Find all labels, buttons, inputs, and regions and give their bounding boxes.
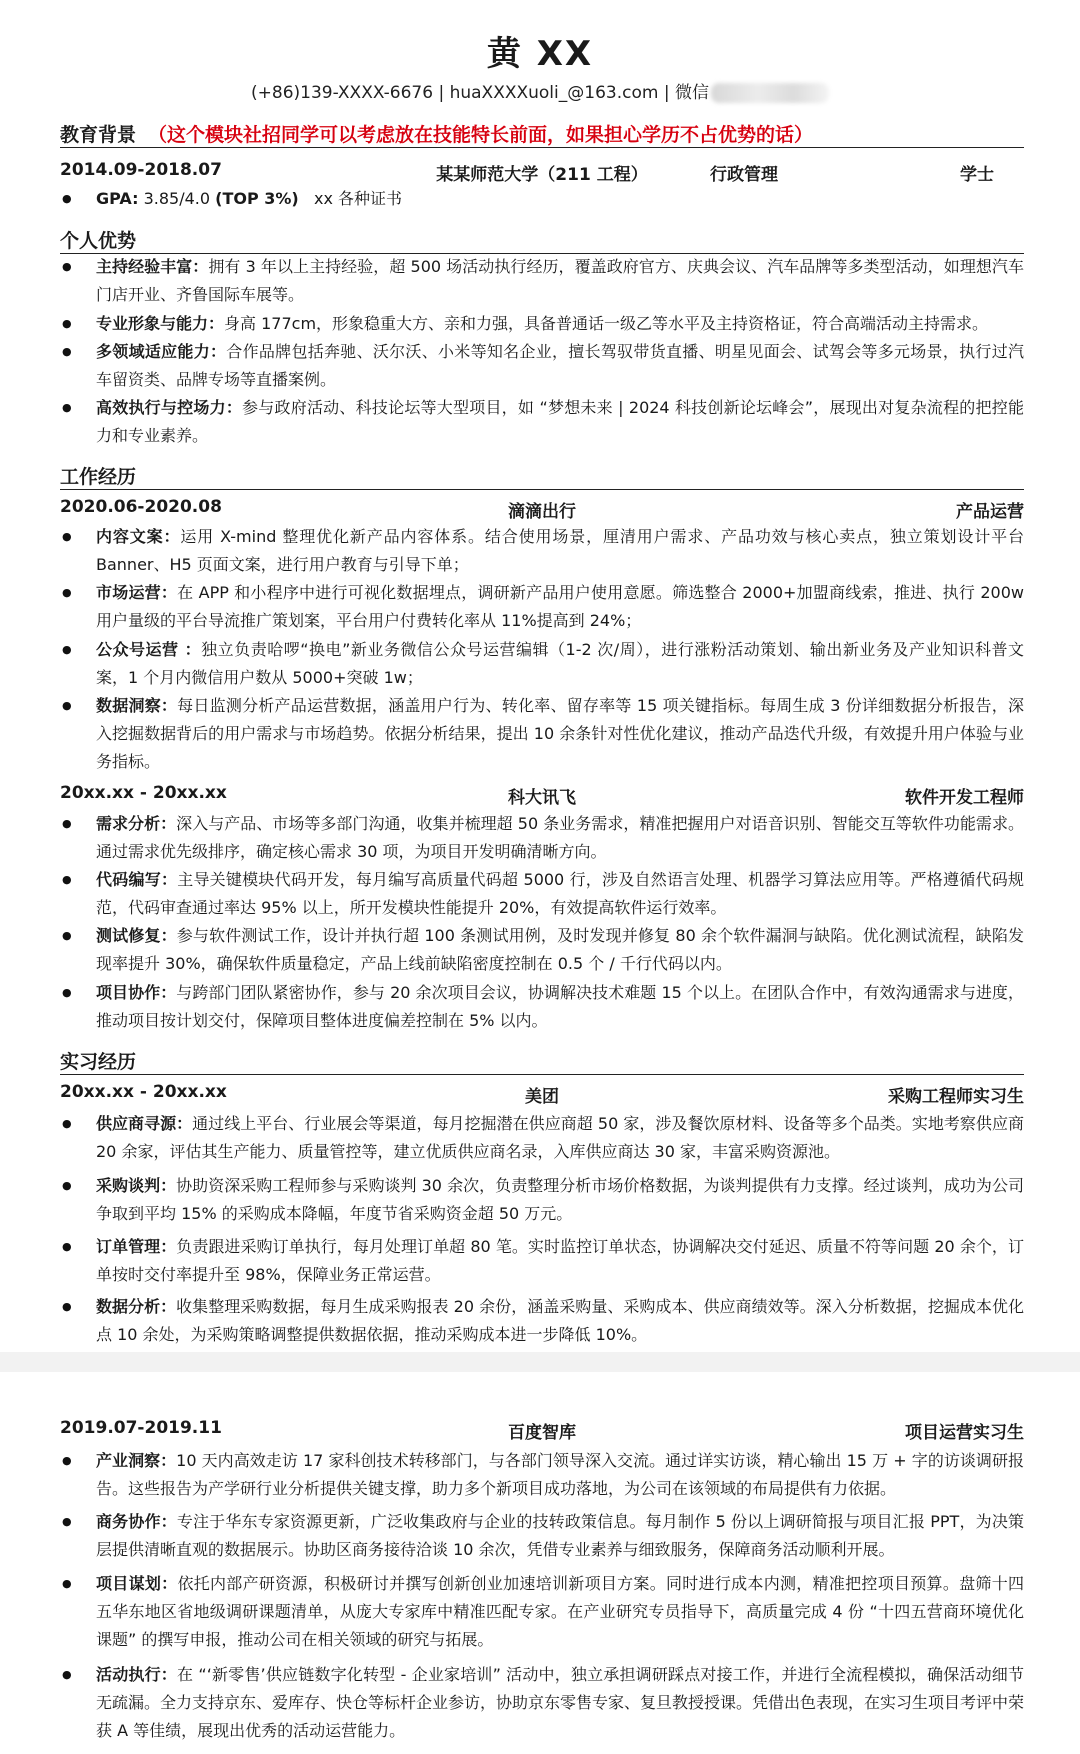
- list-item: [60, 1293, 1024, 1349]
- item-label: 数据分析：: [96, 1297, 177, 1316]
- job-role: 采购工程师实习生: [888, 1087, 1024, 1107]
- section-title-strengths: [60, 226, 1024, 254]
- item-text: 依托内部产研资源，积极研讨并撰写创新创业加速培训新项目方案。同时进行成本内测，精准把控项目预算。盘筛十四五华东地区省地级调研课题清单，从庞大专家库中精准匹配专家。在产业研究专员指导下，高质量完成 4 份 “十四五营商环境优化课题” 的撰写申报，推动公司在相关领域的研究与拓展。: [96, 1574, 1024, 1649]
- internship-title: 实习经历: [60, 1051, 137, 1073]
- item-label: 采购谈判：: [96, 1176, 177, 1195]
- item-text: 10 天内高效走访 17 家科创技术转移部门，与各部门领导深入交流。通过详实访谈，精心输出 15 万 + 字的访谈调研报告。这些报告为产学研行业分析提供关键支撑，助力多个新项目成功落地，为公司在该领域的布局提供有力依据。: [96, 1451, 1024, 1498]
- item-label: 活动执行：: [96, 1665, 177, 1684]
- item-label: 公众号运营 ：: [96, 640, 202, 659]
- item-label: 项目协作：: [96, 983, 177, 1002]
- certs: xx 各种证书: [314, 189, 403, 208]
- list-item: [60, 1661, 1024, 1745]
- list-item: [60, 1447, 1024, 1503]
- item-text: 协助资深采购工程师参与采购谈判 30 余次，负责整理分析市场价格数据，为谈判提供有力支撑。经过谈判，成功为公司争取到平均 15% 的采购成本降幅，年度节省采购资金超 50 万元。: [96, 1176, 1024, 1223]
- item-label: 高效执行与控场力：: [96, 398, 243, 417]
- item-text: 收集整理采购数据，每月生成采购报表 20 余份，涵盖采购量、采购成本、供应商绩效等。深入分析数据，挖掘成本优化点 10 余处，为采购策略调整提供数据依据，推动采购成本进一步降低 10%。: [96, 1297, 1024, 1344]
- job-company: 百度智库: [508, 1423, 576, 1443]
- item-text: 每日监测分析产品运营数据，涵盖用户行为、转化率、留存率等 15 项关键指标。每周生成 3 份详细数据分析报告，深入挖掘数据背后的用户需求与市场趋势。依据分析结果，提出 10 余条针对性优化建议，推动产品迭代升级，有效提升用户体验与业务指标。: [96, 696, 1024, 771]
- item-text: 身高 177cm，形象稳重大方、亲和力强，具备普通话一级乙等水平及主持资格证，符合高端活动主持需求。: [224, 314, 989, 333]
- item-text: 深入与产品、市场等多部门沟通，收集并梳理超 50 条业务需求，精准把握用户对语音识别、智能交互等软件功能需求。通过需求优先级排序，确定核心需求 30 项，为项目开发明确清晰方向。: [96, 814, 1024, 861]
- section-title-internship: [60, 1047, 1024, 1075]
- item-label: 产业洞察：: [96, 1451, 177, 1470]
- list-item: [60, 394, 1024, 450]
- item-text: 负责跟进采购订单执行，每月处理订单超 80 笔。实时监控订单状态，协调解决交付延迟、质量不符等问题 20 余个，订单按时交付率提升至 98%，保障业务正常运营。: [96, 1237, 1024, 1284]
- list-item: [60, 1570, 1024, 1654]
- job-row: [60, 1418, 1024, 1444]
- item-text: 通过线上平台、行业展会等渠道，每月挖掘潜在供应商超 50 家，涉及餐饮原材料、设备等多个品类。实地考察供应商 20 余家，评估其生产能力、质量管控等，建立优质供应商名录，入库供应商达 30 家，丰富采购资源池。: [96, 1114, 1024, 1161]
- item-label: 项目谋划：: [96, 1574, 178, 1593]
- job-row: [60, 497, 1024, 523]
- education-title: 教育背景: [60, 124, 137, 146]
- item-label: 供应商寻源：: [96, 1114, 193, 1133]
- item-label: 市场运营：: [96, 583, 178, 602]
- gpa-rank: (TOP 3%): [215, 189, 299, 208]
- job-role: 项目运营实习生: [905, 1423, 1024, 1443]
- item-text: 在 APP 和小程序中进行可视化数据埋点，调研新产品用户使用意愿。筛选整合 2000+加盟商线索，推进、执行 200w 用户量级的平台导流推广策划案，平台用户付费转化率从 11%提高到 24%；: [96, 583, 1024, 630]
- education-period: 2014.09-2018.07: [60, 160, 222, 180]
- item-label: 专业形象与能力：: [96, 314, 225, 333]
- item-label: 商务协作：: [96, 1512, 177, 1531]
- job-period: 2020.06-2020.08: [60, 497, 222, 517]
- section-title-work: [60, 462, 1024, 490]
- item-text: 合作品牌包括奔驰、沃尔沃、小米等知名企业，擅长驾驭带货直播、明星见面会、试驾会等多元场景，执行过汽车留资类、品牌专场等直播案例。: [96, 342, 1024, 389]
- list-item: [60, 692, 1024, 776]
- section-title-education: [60, 120, 1024, 148]
- item-label: 数据洞察：: [96, 696, 178, 715]
- item-text: 专注于华东专家资源更新，广泛收集政府与企业的技转政策信息。每月制作 5 份以上调研简报与项目汇报 PPT，为决策层提供清晰直观的数据展示。协助区商务接待洽谈 10 余次，凭借专业素养与细致服务，保障商务活动顺利开展。: [96, 1512, 1024, 1559]
- item-text: 运用 X-mind 整理优化新产品内容体系。结合使用场景，厘清用户需求、产品功效与核心卖点，独立策划设计平台 Banner、H5 页面文案，进行用户教育与引导下单；: [96, 527, 1024, 574]
- list-item: [60, 810, 1024, 866]
- job-period: 20xx.xx - 20xx.xx: [60, 1082, 227, 1102]
- gpa-value: 3.85/4.0: [143, 189, 211, 208]
- list-item: [60, 1110, 1024, 1166]
- education-row: [60, 160, 1024, 186]
- list-item: [60, 866, 1024, 922]
- education-major: 行政管理: [710, 165, 778, 185]
- gpa-label: GPA:: [96, 189, 139, 208]
- list-item: [60, 310, 1024, 338]
- education-degree: 学士: [960, 165, 994, 185]
- item-label: 内容文案：: [96, 527, 181, 546]
- item-label: 多领域适应能力：: [96, 342, 227, 361]
- job-company: 滴滴出行: [508, 502, 576, 522]
- list-item: [60, 579, 1024, 635]
- education-note: （这个模块社招同学可以考虑放在技能特长前面，如果担心学历不占优势的话）: [148, 124, 814, 146]
- list-item: [60, 338, 1024, 394]
- item-text: 拥有 3 年以上主持经验，超 500 场活动执行经历，覆盖政府官方、庆典会议、汽车品牌等多类型活动，如理想汽车门店开业、齐鲁国际车展等。: [96, 257, 1024, 304]
- job-role: 软件开发工程师: [905, 788, 1024, 808]
- list-item: [60, 922, 1024, 978]
- candidate-name: 黄 XX: [486, 34, 594, 74]
- job-period: 20xx.xx - 20xx.xx: [60, 783, 227, 803]
- item-text: 参与政府活动、科技论坛等大型项目，如 “梦想未来 | 2024 科技创新论坛峰会”，展现出对复杂流程的把控能力和专业素养。: [96, 398, 1024, 445]
- job-company: 美团: [525, 1087, 559, 1107]
- contact-text: (+86)139-XXXX-6676 | huaXXXXuoli_@163.com | 微信: [251, 83, 709, 103]
- list-item: [60, 636, 1024, 692]
- job-row: [60, 1082, 1024, 1108]
- job-period: 2019.07-2019.11: [60, 1418, 222, 1438]
- job-role: 产品运营: [956, 502, 1024, 522]
- item-label: 订单管理：: [96, 1237, 177, 1256]
- education-gpa-item: [60, 185, 1024, 213]
- item-text: 主导关键模块代码开发，每月编写高质量代码超 5000 行，涉及自然语言处理、机器学习算法应用等。严格遵循代码规范，代码审查通过率达 95% 以上，所开发模块性能提升 20%，有效提高软件运行效率。: [96, 870, 1024, 917]
- blurred-wechat-id: [711, 83, 829, 103]
- item-label: 主持经验丰富：: [96, 257, 209, 276]
- job-row: [60, 783, 1024, 809]
- job-company: 科大讯飞: [508, 788, 576, 808]
- list-item: [60, 1508, 1024, 1564]
- work-title: 工作经历: [60, 466, 137, 488]
- list-item: [60, 1233, 1024, 1289]
- item-text: 参与软件测试工作，设计并执行超 100 条测试用例，及时发现并修复 80 余个软件漏洞与缺陷。优化测试流程，缺陷发现率提升 30%，确保软件质量稳定，产品上线前缺陷密度控制在 0.5 个 / 千行代码以内。: [96, 926, 1024, 973]
- item-label: 代码编写：: [96, 870, 178, 889]
- item-label: 测试修复：: [96, 926, 177, 945]
- list-item: [60, 979, 1024, 1035]
- item-text: 与跨部门团队紧密协作，参与 20 余次项目会议，协调解决技术难题 15 个以上。在团队合作中，有效沟通需求与进度，推动项目按计划交付，保障项目整体进度偏差控制在 5% 以内。: [96, 983, 1024, 1030]
- education-school: 某某师范大学（211 工程）: [436, 165, 648, 185]
- page-break: [0, 1352, 1080, 1372]
- list-item: [60, 523, 1024, 579]
- item-text: 独立负责哈啰“换电”新业务微信公众号运营编辑（1-2 次/周），进行涨粉活动策划、输出新业务及产业知识科普文案，1 个月内微信用户数从 5000+突破 1w；: [96, 640, 1024, 687]
- item-label: 需求分析：: [96, 814, 177, 833]
- item-text: 在 “‘新零售’供应链数字化转型 - 企业家培训” 活动中，独立承担调研踩点对接工作，并进行全流程模拟，确保活动细节无疏漏。全力支持京东、爱库存、快仓等标杆企业参访，协助京东零售专家、复旦教授授课。凭借出色表现，在实习生项目考评中荣获 A 等佳绩，展现出优秀的活动运营能力。: [96, 1665, 1025, 1740]
- strengths-title: 个人优势: [60, 230, 137, 252]
- contact-line: [0, 78, 1080, 103]
- list-item: [60, 1172, 1024, 1228]
- list-item: [60, 253, 1024, 309]
